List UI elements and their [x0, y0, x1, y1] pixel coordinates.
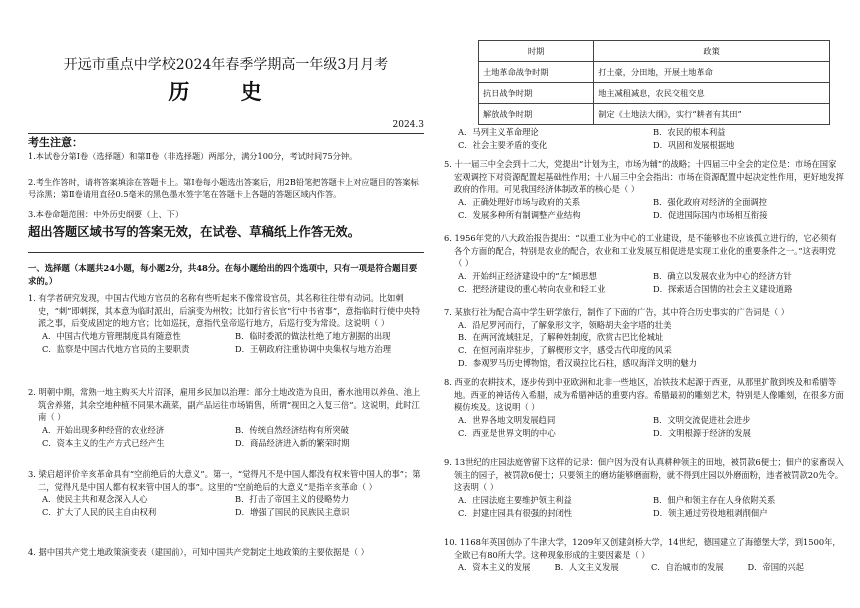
question-2 [28, 386, 424, 450]
option-d[interactable]: D．参观罗马历史博物馆，看汉谟拉比石柱，感叹海洋文明的魅力 [458, 357, 697, 368]
table-row [479, 62, 830, 83]
table-cell: 解放战争时期 [479, 104, 594, 125]
exam-title: 开远市重点中学校2024年春季学期高一年级3月月考 [63, 57, 389, 73]
option-b[interactable]: B．人文主义发展 [554, 562, 619, 573]
option-b[interactable]: B．在两河流域驻足，了解种姓制度，欣赏古巴比伦城址 [458, 332, 664, 343]
option-a[interactable]: A．庄园法庭主要维护领主利益 [458, 495, 572, 506]
question-3 [28, 468, 424, 519]
option-d[interactable]: D．商品经济进入新的繁荣时期 [235, 437, 350, 448]
question-stem: 4. 据中国共产党土地政策演变表（建国前），可知中国共产党制定土地政策的主要依据是（ ） [28, 547, 369, 557]
option-a[interactable]: A．开始纠正经济建设中的“左”倾思想 [458, 271, 597, 282]
divider [28, 133, 424, 134]
option-b[interactable]: B．打击了帝国主义的侵略势力 [235, 494, 349, 505]
table-cell: 地主减租减息，农民交租交息 [594, 83, 830, 104]
option-c[interactable]: C．监察是中国古代地方官员的主要职责 [42, 343, 190, 354]
option-d[interactable]: D．巩固和发展根据地 [653, 139, 735, 150]
notice-item: 3.本卷命题范围：中外历史纲要（上、下） [28, 209, 184, 219]
table-cell: 制定《土地法大纲》，实行“耕者有其田” [594, 104, 830, 125]
divider [28, 252, 424, 253]
question-stem: 5. 十一届三中全会到十二大，党提出“计划为主，市场为辅”的战略；十四届三中全会的定位是：市场在国家宏观调控下对资源配置起基础性作用；十八届三中全会指出：市场在资源配置中起决定性作用，更好地发挥政府的作用。可见我国经济体制改革的核心是（ ） [444, 159, 844, 195]
question-stem: 7. 某旅行社为配合高中学生研学旅行，制作了下面的广告，其中符合历史事实的广告词是（ ） [444, 307, 790, 317]
table-row [479, 83, 830, 104]
option-c[interactable]: C．资本主义的生产方式已经产生 [42, 437, 165, 448]
option-c[interactable]: C．在恒河南岸驻步，了解楔形文字，感受古代印度的风采 [458, 345, 672, 356]
question-4 [28, 546, 424, 559]
option-b[interactable]: B．佃户和领主存在人身依附关系 [653, 495, 776, 506]
option-c[interactable]: C．扩大了人民的民主自由权利 [42, 507, 157, 518]
subject-title: 历 史 [168, 79, 284, 104]
table-header: 时期 [479, 41, 594, 62]
option-a[interactable]: A．中国古代地方管理制度具有随意性 [42, 331, 181, 342]
option-b[interactable]: B．农民的根本利益 [653, 127, 726, 137]
exam-date: 2024.3 [392, 120, 424, 130]
question-4-options [444, 126, 844, 151]
question-stem: 2. 明朝中期，常熟一地主购买大片沼泽，雇用乡民加以治理：部分土地改造为良田，畜水池用以养鱼、池上筑舍养猪，其余空地种植不同果木蔬菜，副产品运往市场销售，所谓“视田之入复三倍”。这说明，此时江南（ ） [28, 387, 421, 423]
option-c[interactable]: C．把经济建设的重心转向农业和轻工业 [458, 283, 606, 294]
option-b[interactable]: B．确立以发展农业为中心的经济方针 [653, 271, 792, 282]
table-header-row [479, 41, 830, 62]
section-heading: 一、选择题（本题共24小题，每小题2分，共48分。在每小题给出的四个选项中，只有一项是符合题目要求的。） [28, 263, 418, 286]
option-d[interactable]: D．促进国际国内市场相互衔接 [653, 209, 768, 220]
question-stem: 8. 西亚的农耕技术，逐步传到中亚欧洲和北非一些地区，冶铁技术起源于西亚，从那里扩散到埃及和希腊等地。西亚的神话传入希腊，成为希腊神话的重要内容。希腊最初的雕刻艺术，特别是人像雕刻，在很多方面模仿埃及。这说明（ ） [444, 377, 844, 413]
question-10 [444, 536, 844, 574]
option-b[interactable]: B．临时委派的做法杜绝了地方割据的出现 [235, 331, 391, 342]
option-a[interactable]: A．正确处理好市场与政府的关系 [458, 197, 581, 208]
option-b[interactable]: B．文明交流促进社会进步 [653, 415, 751, 426]
question-5 [444, 158, 844, 222]
question-stem: 9. 13世纪的庄园法庭曾留下这样的记录：佃户因为没有认真耕种领主的田地，被罚款6便士；佃户的家畜误入领主的园子，被罚款6便士；只要领主的磨坊能够磨面粉，就不得到庄园以外磨面粉，违者被罚款20先令。这表明（ ） [444, 457, 844, 493]
land-policy-table [478, 40, 830, 125]
option-b[interactable]: B．传统自然经济结构有所突破 [235, 425, 349, 436]
table-cell: 打土豪，分田地，开展土地革命 [594, 62, 830, 83]
question-8 [444, 376, 844, 440]
notice-item: 2.考生作答时，请将答案填涂在答题卡上。第Ⅰ卷每小题选出答案后，用2B铅笔把答题卡上对应题目的答案标号涂黑；第Ⅱ卷请用直径0.5毫米的黑色墨水签字笔在答题卡上各题的答题区域内作答。 [28, 177, 419, 200]
answer-area-warning: 超出答题区域书写的答案无效，在试卷、草稿纸上作答无效。 [28, 225, 361, 239]
option-a[interactable]: A．沿尼罗河而行，了解象形文字，领略胡夫金字塔的壮美 [458, 319, 672, 330]
option-a[interactable]: A．马列主义革命理论 [458, 127, 539, 137]
table-cell: 抗日战争时期 [479, 83, 594, 104]
option-a[interactable]: A．开始出现多种经营的农业经济 [42, 425, 165, 436]
option-d[interactable]: D．文明根源于经济的发展 [653, 427, 751, 438]
notice-item: 1.本试卷分第Ⅰ卷（选择题）和第Ⅱ卷（非选择题）两部分，满分100分，考试时间75分钟。 [28, 151, 358, 161]
option-c[interactable]: C．封建庄园具有很强的封闭性 [458, 507, 573, 518]
option-c[interactable]: C．社会主要矛盾的变化 [458, 139, 548, 150]
question-9 [444, 456, 844, 520]
question-stem: 3. 梁启超评价辛亥革命具有“空前绝后的大意义”。第一，“觉得凡不是中国人都没有权来管中国人的事”；第二，觉得凡是中国人都有权来管中国人的事”。这里的“空前绝后的大意义”是指辛亥革命（ ） [28, 469, 421, 492]
option-d[interactable]: D．增强了国民的民族民主意识 [235, 507, 350, 518]
question-6 [444, 232, 844, 296]
option-d[interactable]: D．领主通过劳役地租剥削佃户 [653, 507, 768, 518]
option-a[interactable]: A．世界各地文明发展趋同 [458, 415, 556, 426]
notice-heading: 考生注意： [28, 136, 83, 149]
option-b[interactable]: B．强化政府对经济的全面调控 [653, 197, 767, 208]
question-stem: 1. 有学者研究发现，中国古代地方官员的名称有些听起来不像常设官员，其名称往往带有动词。比如刺史，“刺”即刺探，其本意为临时派出，后演变为州牧；比如行省长官“行中书省事”，意指临时行使中央特派之事，后变成固定的地方官；比如巡抚，意指代皇帝巡行地方，后巡行变为常设。这说明（ ） [28, 293, 421, 329]
option-c[interactable]: C．西亚是世界文明的中心 [458, 427, 556, 438]
question-7 [444, 306, 844, 370]
question-stem: 10. 1168年英国创办了牛津大学，1209年又创建剑桥大学，14世纪，德国建立了海德堡大学，到1500年，全欧已有80所大学。这种现象形成的主要因素是（ ） [444, 537, 841, 560]
option-c[interactable]: C．自治城市的发展 [651, 562, 724, 573]
option-a[interactable]: A．资本主义的发展 [458, 562, 531, 573]
option-c[interactable]: C．发展多种所有制调整产业结构 [458, 209, 581, 220]
table-cell: 土地革命战争时期 [479, 62, 594, 83]
option-d[interactable]: D．探索适合国情的社会主义建设道路 [653, 283, 793, 294]
question-1 [28, 292, 424, 356]
table-row [479, 104, 830, 125]
option-a[interactable]: A．使民主共和观念深入人心 [42, 494, 148, 505]
table-header: 政策 [594, 41, 830, 62]
option-d[interactable]: D．帝国的兴起 [747, 562, 804, 573]
question-stem: 6. 1956年党的八大政治报告提出：“以重工业为中心的工业建设，是不能够也不应该孤立进行的，它必须有各个方面的配合，特别是农业的配合，农业和工业发展互相促进是实现工业化的重要条件之一。”这表明党（ ） [444, 233, 837, 269]
option-d[interactable]: D．王朝政府注重协调中央集权与地方治理 [235, 343, 391, 354]
